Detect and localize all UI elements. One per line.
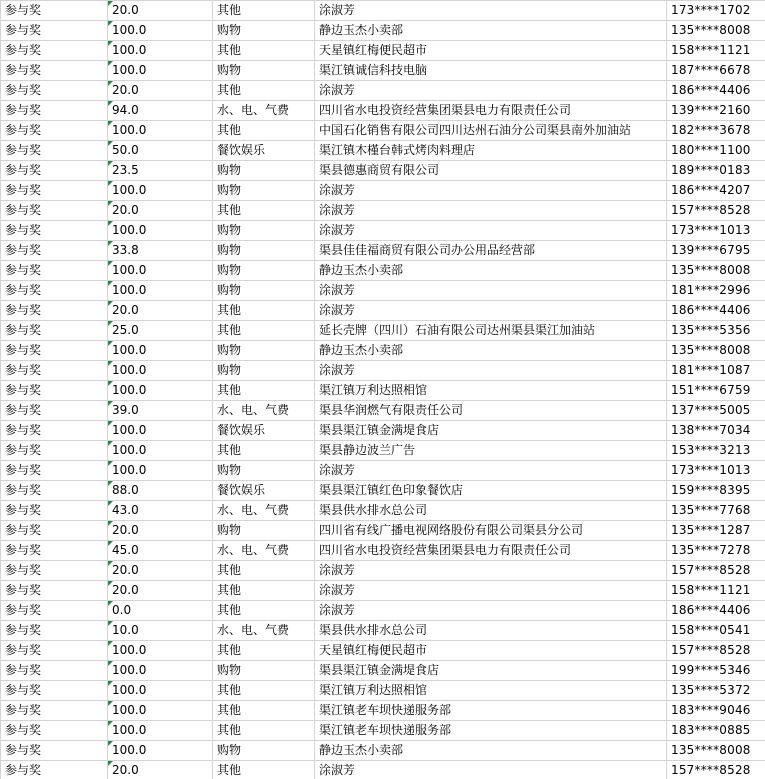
amount-cell[interactable]: 45.0 bbox=[108, 541, 213, 561]
amount-cell[interactable]: 100.0 bbox=[108, 721, 213, 741]
table-row bbox=[1, 581, 765, 601]
amount-cell[interactable]: 20.0 bbox=[108, 81, 213, 101]
category-cell[interactable]: 购物 bbox=[213, 261, 315, 281]
amount-cell[interactable]: 10.0 bbox=[108, 621, 213, 641]
category-cell[interactable]: 购物 bbox=[213, 341, 315, 361]
table-row bbox=[1, 461, 765, 481]
category-cell[interactable]: 其他 bbox=[213, 41, 315, 61]
category-cell[interactable]: 购物 bbox=[213, 21, 315, 41]
award-cell[interactable]: 参与奖 bbox=[1, 421, 108, 441]
amount-cell[interactable]: 100.0 bbox=[108, 701, 213, 721]
merchant-cell[interactable]: 四川省水电投资经营集团渠县电力有限责任公司 bbox=[315, 101, 667, 121]
table-row bbox=[1, 301, 765, 321]
category-cell[interactable]: 水、电、气费 bbox=[213, 501, 315, 521]
award-cell[interactable]: 参与奖 bbox=[1, 281, 108, 301]
table-row bbox=[1, 761, 765, 779]
category-cell[interactable]: 其他 bbox=[213, 321, 315, 341]
amount-cell[interactable]: 100.0 bbox=[108, 361, 213, 381]
table-row bbox=[1, 261, 765, 281]
merchant-cell[interactable]: 渠江镇万利达照相馆 bbox=[315, 381, 667, 401]
phone-cell[interactable]: 135****5356 bbox=[667, 321, 765, 341]
award-cell[interactable]: 参与奖 bbox=[1, 21, 108, 41]
award-cell[interactable]: 参与奖 bbox=[1, 741, 108, 761]
amount-cell[interactable]: 100.0 bbox=[108, 281, 213, 301]
category-cell[interactable]: 其他 bbox=[213, 121, 315, 141]
category-cell[interactable]: 其他 bbox=[213, 641, 315, 661]
amount-cell[interactable]: 100.0 bbox=[108, 341, 213, 361]
category-cell[interactable]: 餐饮娱乐 bbox=[213, 141, 315, 161]
merchant-cell[interactable]: 涂淑芳 bbox=[315, 201, 667, 221]
amount-cell[interactable]: 0.0 bbox=[108, 601, 213, 621]
amount-cell[interactable]: 100.0 bbox=[108, 661, 213, 681]
category-cell[interactable]: 其他 bbox=[213, 761, 315, 779]
phone-cell[interactable]: 158****1121 bbox=[667, 41, 765, 61]
award-cell[interactable]: 参与奖 bbox=[1, 381, 108, 401]
table-row bbox=[1, 41, 765, 61]
amount-cell[interactable]: 20.0 bbox=[108, 561, 213, 581]
award-cell[interactable]: 参与奖 bbox=[1, 201, 108, 221]
phone-cell[interactable]: 187****6678 bbox=[667, 61, 765, 81]
category-cell[interactable]: 餐饮娱乐 bbox=[213, 481, 315, 501]
phone-cell[interactable]: 173****1702 bbox=[667, 1, 765, 21]
phone-cell[interactable]: 135****1287 bbox=[667, 521, 765, 541]
award-cell[interactable]: 参与奖 bbox=[1, 561, 108, 581]
award-cell[interactable]: 参与奖 bbox=[1, 341, 108, 361]
award-cell[interactable]: 参与奖 bbox=[1, 621, 108, 641]
merchant-cell[interactable]: 涂淑芳 bbox=[315, 561, 667, 581]
phone-cell[interactable]: 159****8395 bbox=[667, 481, 765, 501]
table-row bbox=[1, 481, 765, 501]
award-cell[interactable]: 参与奖 bbox=[1, 581, 108, 601]
amount-cell[interactable]: 100.0 bbox=[108, 121, 213, 141]
category-cell[interactable]: 购物 bbox=[213, 521, 315, 541]
merchant-cell[interactable]: 涂淑芳 bbox=[315, 601, 667, 621]
amount-cell[interactable]: 20.0 bbox=[108, 521, 213, 541]
amount-cell[interactable]: 100.0 bbox=[108, 681, 213, 701]
table-row bbox=[1, 101, 765, 121]
phone-cell[interactable]: 135****7768 bbox=[667, 501, 765, 521]
amount-cell[interactable]: 20.0 bbox=[108, 761, 213, 779]
award-cell[interactable]: 参与奖 bbox=[1, 61, 108, 81]
amount-cell[interactable]: 20.0 bbox=[108, 301, 213, 321]
merchant-cell[interactable]: 四川省水电投资经营集团渠县电力有限责任公司 bbox=[315, 541, 667, 561]
amount-cell[interactable]: 100.0 bbox=[108, 61, 213, 81]
category-cell[interactable]: 购物 bbox=[213, 361, 315, 381]
phone-cell[interactable]: 186****4406 bbox=[667, 301, 765, 321]
merchant-cell[interactable]: 涂淑芳 bbox=[315, 581, 667, 601]
phone-cell[interactable]: 157****8528 bbox=[667, 761, 765, 779]
amount-cell[interactable]: 43.0 bbox=[108, 501, 213, 521]
phone-cell[interactable]: 157****8528 bbox=[667, 641, 765, 661]
award-cell[interactable]: 参与奖 bbox=[1, 121, 108, 141]
phone-cell[interactable]: 182****3678 bbox=[667, 121, 765, 141]
category-cell[interactable]: 其他 bbox=[213, 441, 315, 461]
phone-cell[interactable]: 173****1013 bbox=[667, 221, 765, 241]
table-row bbox=[1, 741, 765, 761]
merchant-cell[interactable]: 渠县供水排水总公司 bbox=[315, 501, 667, 521]
merchant-cell[interactable]: 涂淑芳 bbox=[315, 81, 667, 101]
table-row bbox=[1, 241, 765, 261]
award-cell[interactable]: 参与奖 bbox=[1, 541, 108, 561]
phone-cell[interactable]: 181****2996 bbox=[667, 281, 765, 301]
phone-cell[interactable]: 137****5005 bbox=[667, 401, 765, 421]
phone-cell[interactable]: 186****4406 bbox=[667, 81, 765, 101]
phone-cell[interactable]: 135****8008 bbox=[667, 741, 765, 761]
merchant-cell[interactable]: 渠县德惠商贸有限公司 bbox=[315, 161, 667, 181]
amount-cell[interactable]: 94.0 bbox=[108, 101, 213, 121]
phone-cell[interactable]: 158****1121 bbox=[667, 581, 765, 601]
merchant-cell[interactable]: 延长壳牌（四川）石油有限公司达州渠县渠江加油站 bbox=[315, 321, 667, 341]
amount-cell[interactable]: 88.0 bbox=[108, 481, 213, 501]
table-row bbox=[1, 181, 765, 201]
category-cell[interactable]: 购物 bbox=[213, 221, 315, 241]
merchant-cell[interactable]: 渠江镇木槿台韩式烤肉料理店 bbox=[315, 141, 667, 161]
award-cell[interactable]: 参与奖 bbox=[1, 761, 108, 779]
category-cell[interactable]: 购物 bbox=[213, 241, 315, 261]
award-cell[interactable]: 参与奖 bbox=[1, 461, 108, 481]
amount-cell[interactable]: 100.0 bbox=[108, 741, 213, 761]
award-cell[interactable]: 参与奖 bbox=[1, 661, 108, 681]
category-cell[interactable]: 其他 bbox=[213, 1, 315, 21]
phone-cell[interactable]: 135****7278 bbox=[667, 541, 765, 561]
phone-cell[interactable]: 180****1100 bbox=[667, 141, 765, 161]
category-cell[interactable]: 水、电、气费 bbox=[213, 401, 315, 421]
merchant-cell[interactable]: 渠县静边波兰广告 bbox=[315, 441, 667, 461]
merchant-cell[interactable]: 渠县佳佳福商贸有限公司办公用品经营部 bbox=[315, 241, 667, 261]
merchant-cell[interactable]: 静边玉杰小卖部 bbox=[315, 341, 667, 361]
category-cell[interactable]: 其他 bbox=[213, 721, 315, 741]
table-row bbox=[1, 201, 765, 221]
table-row bbox=[1, 341, 765, 361]
table-row bbox=[1, 561, 765, 581]
award-cell[interactable]: 参与奖 bbox=[1, 721, 108, 741]
phone-cell[interactable]: 189****0183 bbox=[667, 161, 765, 181]
table-row bbox=[1, 441, 765, 461]
category-cell[interactable]: 购物 bbox=[213, 181, 315, 201]
amount-cell[interactable]: 20.0 bbox=[108, 1, 213, 21]
phone-cell[interactable]: 186****4207 bbox=[667, 181, 765, 201]
award-cell[interactable]: 参与奖 bbox=[1, 601, 108, 621]
merchant-cell[interactable]: 渠江镇万利达照相馆 bbox=[315, 681, 667, 701]
table-row bbox=[1, 681, 765, 701]
amount-cell[interactable]: 100.0 bbox=[108, 41, 213, 61]
table-row bbox=[1, 401, 765, 421]
category-cell[interactable]: 其他 bbox=[213, 601, 315, 621]
award-cell[interactable]: 参与奖 bbox=[1, 481, 108, 501]
merchant-cell[interactable]: 静边玉杰小卖部 bbox=[315, 261, 667, 281]
award-cell[interactable]: 参与奖 bbox=[1, 161, 108, 181]
category-cell[interactable]: 购物 bbox=[213, 661, 315, 681]
phone-cell[interactable]: 183****0885 bbox=[667, 721, 765, 741]
award-cell[interactable]: 参与奖 bbox=[1, 221, 108, 241]
merchant-cell[interactable]: 静边玉杰小卖部 bbox=[315, 741, 667, 761]
amount-cell[interactable]: 100.0 bbox=[108, 421, 213, 441]
amount-cell[interactable]: 100.0 bbox=[108, 181, 213, 201]
table-row bbox=[1, 501, 765, 521]
merchant-cell[interactable]: 涂淑芳 bbox=[315, 181, 667, 201]
category-cell[interactable]: 水、电、气费 bbox=[213, 541, 315, 561]
table-row bbox=[1, 641, 765, 661]
phone-cell[interactable]: 135****8008 bbox=[667, 341, 765, 361]
category-cell[interactable]: 水、电、气费 bbox=[213, 621, 315, 641]
merchant-cell[interactable]: 涂淑芳 bbox=[315, 361, 667, 381]
merchant-cell[interactable]: 渠县渠江镇金满堤食店 bbox=[315, 421, 667, 441]
phone-cell[interactable]: 138****7034 bbox=[667, 421, 765, 441]
category-cell[interactable]: 其他 bbox=[213, 301, 315, 321]
amount-cell[interactable]: 100.0 bbox=[108, 221, 213, 241]
merchant-cell[interactable]: 涂淑芳 bbox=[315, 221, 667, 241]
merchant-cell[interactable]: 四川省有线广播电视网络股份有限公司渠县分公司 bbox=[315, 521, 667, 541]
merchant-cell[interactable]: 渠江镇老车坝快递服务部 bbox=[315, 701, 667, 721]
award-cell[interactable]: 参与奖 bbox=[1, 81, 108, 101]
table-row bbox=[1, 161, 765, 181]
award-cell[interactable]: 参与奖 bbox=[1, 641, 108, 661]
phone-cell[interactable]: 183****9046 bbox=[667, 701, 765, 721]
table-row bbox=[1, 381, 765, 401]
table-row bbox=[1, 1, 765, 21]
category-cell[interactable]: 购物 bbox=[213, 281, 315, 301]
merchant-cell[interactable]: 涂淑芳 bbox=[315, 281, 667, 301]
category-cell[interactable]: 购物 bbox=[213, 461, 315, 481]
category-cell[interactable]: 其他 bbox=[213, 561, 315, 581]
table-row bbox=[1, 421, 765, 441]
table-body bbox=[1, 1, 765, 779]
amount-cell[interactable]: 50.0 bbox=[108, 141, 213, 161]
amount-cell[interactable]: 33.8 bbox=[108, 241, 213, 261]
amount-cell[interactable]: 100.0 bbox=[108, 461, 213, 481]
phone-cell[interactable]: 139****6795 bbox=[667, 241, 765, 261]
merchant-cell[interactable]: 中国石化销售有限公司四川达州石油分公司渠县南外加油站 bbox=[315, 121, 667, 141]
table-row bbox=[1, 541, 765, 561]
table-row bbox=[1, 81, 765, 101]
table-row bbox=[1, 141, 765, 161]
phone-cell[interactable]: 135****5372 bbox=[667, 681, 765, 701]
award-cell[interactable]: 参与奖 bbox=[1, 521, 108, 541]
table-row bbox=[1, 281, 765, 301]
amount-cell[interactable]: 100.0 bbox=[108, 381, 213, 401]
award-cell[interactable]: 参与奖 bbox=[1, 41, 108, 61]
award-cell[interactable]: 参与奖 bbox=[1, 241, 108, 261]
award-cell[interactable]: 参与奖 bbox=[1, 501, 108, 521]
phone-cell[interactable]: 135****8008 bbox=[667, 21, 765, 41]
amount-cell[interactable]: 100.0 bbox=[108, 441, 213, 461]
category-cell[interactable]: 购物 bbox=[213, 161, 315, 181]
phone-cell[interactable]: 158****0541 bbox=[667, 621, 765, 641]
amount-cell[interactable]: 23.5 bbox=[108, 161, 213, 181]
award-cell[interactable]: 参与奖 bbox=[1, 101, 108, 121]
category-cell[interactable]: 其他 bbox=[213, 681, 315, 701]
table-row bbox=[1, 661, 765, 681]
merchant-cell[interactable]: 天星镇红梅便民超市 bbox=[315, 41, 667, 61]
phone-cell[interactable]: 153****3213 bbox=[667, 441, 765, 461]
table-row bbox=[1, 221, 765, 241]
amount-cell[interactable]: 100.0 bbox=[108, 261, 213, 281]
phone-cell[interactable]: 139****2160 bbox=[667, 101, 765, 121]
merchant-cell[interactable]: 渠县渠江镇金满堤食店 bbox=[315, 661, 667, 681]
merchant-cell[interactable]: 渠江镇老车坝快递服务部 bbox=[315, 721, 667, 741]
merchant-cell[interactable]: 天星镇红梅便民超市 bbox=[315, 641, 667, 661]
category-cell[interactable]: 其他 bbox=[213, 701, 315, 721]
award-cell[interactable]: 参与奖 bbox=[1, 261, 108, 281]
phone-cell[interactable]: 173****1013 bbox=[667, 461, 765, 481]
category-cell[interactable]: 其他 bbox=[213, 201, 315, 221]
award-cell[interactable]: 参与奖 bbox=[1, 301, 108, 321]
category-cell[interactable]: 水、电、气费 bbox=[213, 101, 315, 121]
category-cell[interactable]: 购物 bbox=[213, 741, 315, 761]
table-row bbox=[1, 321, 765, 341]
amount-cell[interactable]: 100.0 bbox=[108, 21, 213, 41]
table-row bbox=[1, 61, 765, 81]
award-cell[interactable]: 参与奖 bbox=[1, 141, 108, 161]
table-row bbox=[1, 521, 765, 541]
category-cell[interactable]: 其他 bbox=[213, 581, 315, 601]
merchant-cell[interactable]: 涂淑芳 bbox=[315, 461, 667, 481]
award-cell[interactable]: 参与奖 bbox=[1, 681, 108, 701]
award-cell[interactable]: 参与奖 bbox=[1, 321, 108, 341]
merchant-cell[interactable]: 涂淑芳 bbox=[315, 1, 667, 21]
table-row bbox=[1, 701, 765, 721]
phone-cell[interactable]: 199****5346 bbox=[667, 661, 765, 681]
table-row bbox=[1, 601, 765, 621]
merchant-cell[interactable]: 渠县华润燃气有限责任公司 bbox=[315, 401, 667, 421]
award-cell[interactable]: 参与奖 bbox=[1, 361, 108, 381]
phone-cell[interactable]: 157****8528 bbox=[667, 561, 765, 581]
merchant-cell[interactable]: 渠县供水排水总公司 bbox=[315, 621, 667, 641]
category-cell[interactable]: 其他 bbox=[213, 381, 315, 401]
table-row bbox=[1, 121, 765, 141]
table-row bbox=[1, 21, 765, 41]
amount-cell[interactable]: 20.0 bbox=[108, 581, 213, 601]
phone-cell[interactable]: 151****6759 bbox=[667, 381, 765, 401]
amount-cell[interactable]: 39.0 bbox=[108, 401, 213, 421]
amount-cell[interactable]: 20.0 bbox=[108, 201, 213, 221]
category-cell[interactable]: 其他 bbox=[213, 81, 315, 101]
award-cell[interactable]: 参与奖 bbox=[1, 181, 108, 201]
award-cell[interactable]: 参与奖 bbox=[1, 401, 108, 421]
category-cell[interactable]: 餐饮娱乐 bbox=[213, 421, 315, 441]
phone-cell[interactable]: 186****4406 bbox=[667, 601, 765, 621]
amount-cell[interactable]: 25.0 bbox=[108, 321, 213, 341]
merchant-cell[interactable]: 涂淑芳 bbox=[315, 761, 667, 779]
phone-cell[interactable]: 157****8528 bbox=[667, 201, 765, 221]
phone-cell[interactable]: 181****1087 bbox=[667, 361, 765, 381]
merchant-cell[interactable]: 渠江镇诚信科技电脑 bbox=[315, 61, 667, 81]
phone-cell[interactable]: 135****8008 bbox=[667, 261, 765, 281]
merchant-cell[interactable]: 静边玉杰小卖部 bbox=[315, 21, 667, 41]
merchant-cell[interactable]: 渠县渠江镇红色印象餐饮店 bbox=[315, 481, 667, 501]
table-row bbox=[1, 361, 765, 381]
table-row bbox=[1, 621, 765, 641]
award-cell[interactable]: 参与奖 bbox=[1, 441, 108, 461]
merchant-cell[interactable]: 涂淑芳 bbox=[315, 301, 667, 321]
category-cell[interactable]: 购物 bbox=[213, 61, 315, 81]
award-cell[interactable]: 参与奖 bbox=[1, 1, 108, 21]
award-cell[interactable]: 参与奖 bbox=[1, 701, 108, 721]
table-row bbox=[1, 721, 765, 741]
amount-cell[interactable]: 100.0 bbox=[108, 641, 213, 661]
